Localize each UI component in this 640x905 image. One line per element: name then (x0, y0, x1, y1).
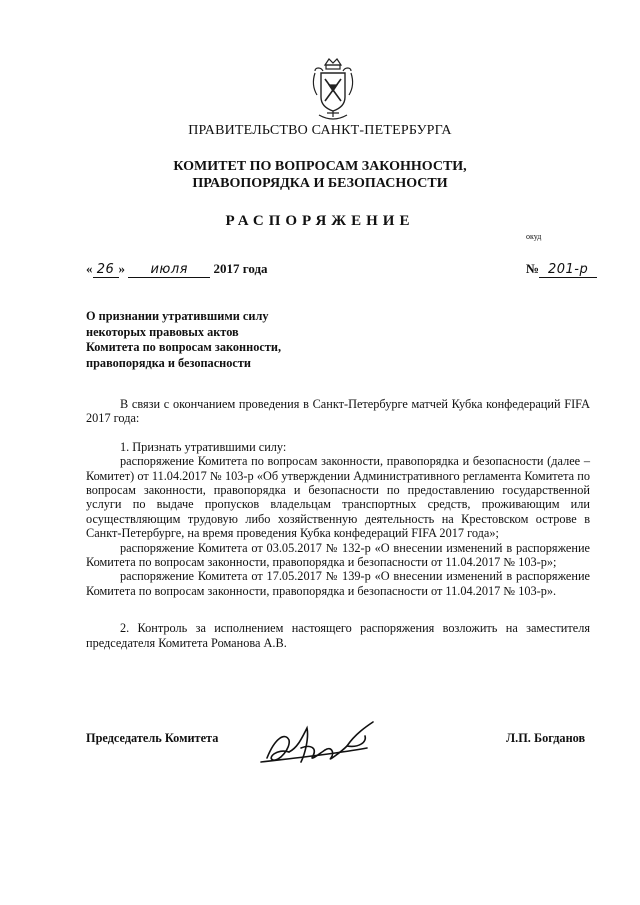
handwritten-signature (255, 718, 380, 773)
subject-line-4: правопорядка и безопасности (86, 355, 251, 370)
subject-line-3: Комитета по вопросам законности, (86, 340, 282, 355)
date-open-quote: « (86, 261, 93, 276)
signatory-name: Л.П. Богданов (506, 731, 586, 745)
date-year: 2017 года (213, 261, 268, 276)
document-date (86, 261, 268, 278)
subject-line-1: О признании утратившими силу (86, 309, 269, 323)
document-number (526, 261, 597, 278)
signatory-position: Председатель Комитета (86, 731, 219, 745)
date-month: июля (128, 262, 210, 278)
coat-of-arms-emblem (307, 55, 359, 125)
document-type-heading: РАСПОРЯЖЕНИЕ (225, 213, 415, 229)
date-close-quote: » (118, 261, 125, 276)
document-subject (86, 309, 346, 371)
item-1-a: распоряжение Комитета по вопросам законности, правопорядка и безопасности (далее – Комитет) от 11.04.2017 № 103-р «Об утверждении Административного регламента Комитета по вопросам законности, правопорядка и безопасности по предоставлению государственной услуги по выдаче пропусков владельцам транспортных средств, проживающим или осуществляющим трудовую либо хозяйственную деятельность на Крестовском острове в Санкт-Петербурге, на время проведения Кубка конфедераций FIFA 2017 года»; (86, 454, 590, 541)
item-1-b: распоряжение Комитета от 03.05.2017 № 132-р «О внесении изменений в распоряжение Комитета по вопросам законности, правопорядка и безопасности от 11.04.2017 № 103-р»; (86, 540, 590, 570)
date-day: 26 (93, 262, 119, 278)
item-2: 2. Контроль за исполнением настоящего распоряжения возложить на заместителя председателя Комитета Романова А.В. (86, 621, 590, 650)
number-prefix: № (526, 261, 540, 276)
committee-title (0, 158, 640, 192)
committee-line-2: ПРАВОПОРЯДКА И БЕЗОПАСНОСТИ (192, 176, 448, 191)
okud-label: окуд (526, 232, 542, 241)
item-1-c: распоряжение Комитета от 17.05.2017 № 139-р «О внесении изменений в распоряжение Комитета по вопросам законности, правопорядка и безопасности от 11.04.2017 № 103-р». (86, 569, 590, 598)
item-1-title: 1. Признать утратившими силу: (120, 439, 287, 454)
body-intro: В связи с окончанием проведения в Санкт-Петербурге матчей Кубка конфедераций FIFA 2017 года: (86, 397, 590, 426)
committee-line-1: КОМИТЕТ ПО ВОПРОСАМ ЗАКОННОСТИ, (173, 159, 467, 174)
number-value: 201-р (539, 262, 597, 278)
subject-line-2: некоторых правовых актов (86, 324, 239, 339)
government-title: ПРАВИТЕЛЬСТВО САНКТ-ПЕТЕРБУРГА (188, 123, 452, 138)
document-body (86, 397, 590, 650)
